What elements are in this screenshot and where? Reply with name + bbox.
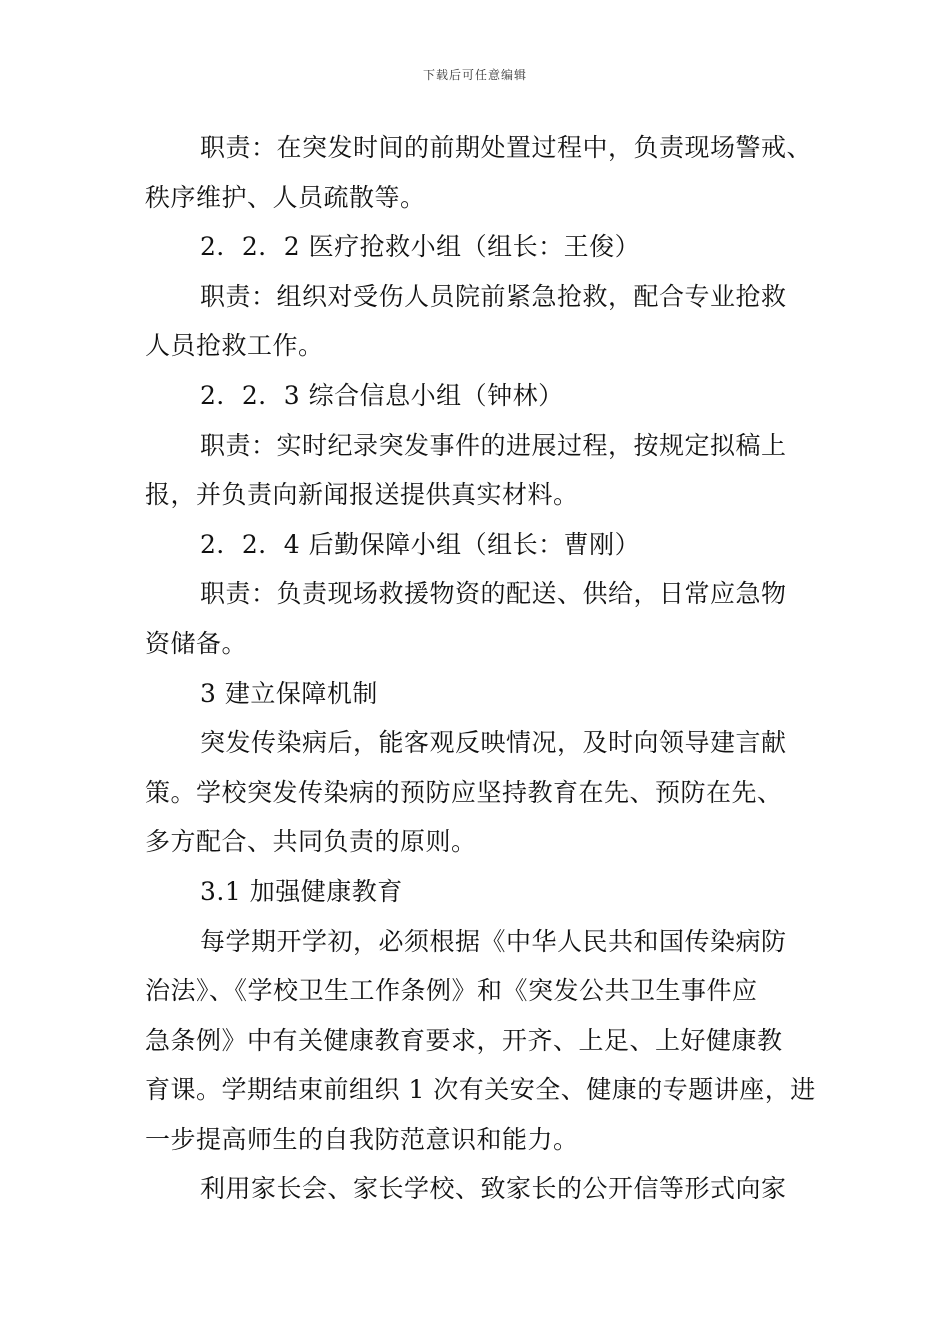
paragraph-line: 职责：实时纪录突发事件的进展过程，按规定拟稿上	[200, 430, 787, 460]
paragraph-line: 策。学校突发传染病的预防应坚持教育在先、预防在先、	[145, 777, 783, 807]
paragraph-line: 利用家长会、家长学校、致家长的公开信等形式向家	[200, 1174, 787, 1204]
section-heading: 3.1 加强健康教育	[200, 876, 403, 906]
page-header: 下载后可任意编辑	[422, 68, 527, 82]
paragraph-line: 职责：组织对受伤人员院前紧急抢救，配合专业抢救	[200, 281, 787, 311]
section-heading: 3 建立保障机制	[200, 678, 378, 708]
paragraph-line: 资储备。	[145, 628, 248, 658]
section-heading: 2．2．3 综合信息小组（钟林）	[200, 380, 564, 410]
paragraph-line: 人员抢救工作。	[145, 331, 324, 361]
paragraph-line: 一步提高师生的自我防范意识和能力。	[145, 1124, 579, 1154]
section-heading: 2．2．2 医疗抢救小组（组长：王俊）	[200, 232, 641, 262]
paragraph-line: 多方配合、共同负责的原则。	[145, 827, 477, 857]
paragraph-line: 职责：在突发时间的前期处置过程中，负责现场警戒、	[200, 133, 813, 162]
paragraph-line: 每学期开学初，必须根据《中华人民共和国传染病防	[200, 926, 787, 956]
paragraph-line: 报，并负责向新闻报送提供真实材料。	[145, 480, 579, 510]
paragraph-line: 治法》、《学校卫生工作条例》和《突发公共卫生事件应	[145, 976, 758, 1006]
paragraph-line: 急条例》中有关健康教育要求，开齐、上足、上好健康教	[145, 1025, 783, 1055]
section-heading: 2．2．4 后勤保障小组（组长：曹刚）	[200, 529, 641, 559]
paragraph-line: 秩序维护、人员疏散等。	[145, 182, 426, 212]
document-body	[145, 128, 815, 1219]
paragraph-line: 育课。学期结束前组织 1 次有关安全、健康的专题讲座，进	[145, 1075, 816, 1105]
paragraph-line: 职责：负责现场救援物资的配送、供给，日常应急物	[200, 579, 787, 609]
paragraph-line: 突发传染病后，能客观反映情况，及时向领导建言献	[200, 728, 787, 758]
